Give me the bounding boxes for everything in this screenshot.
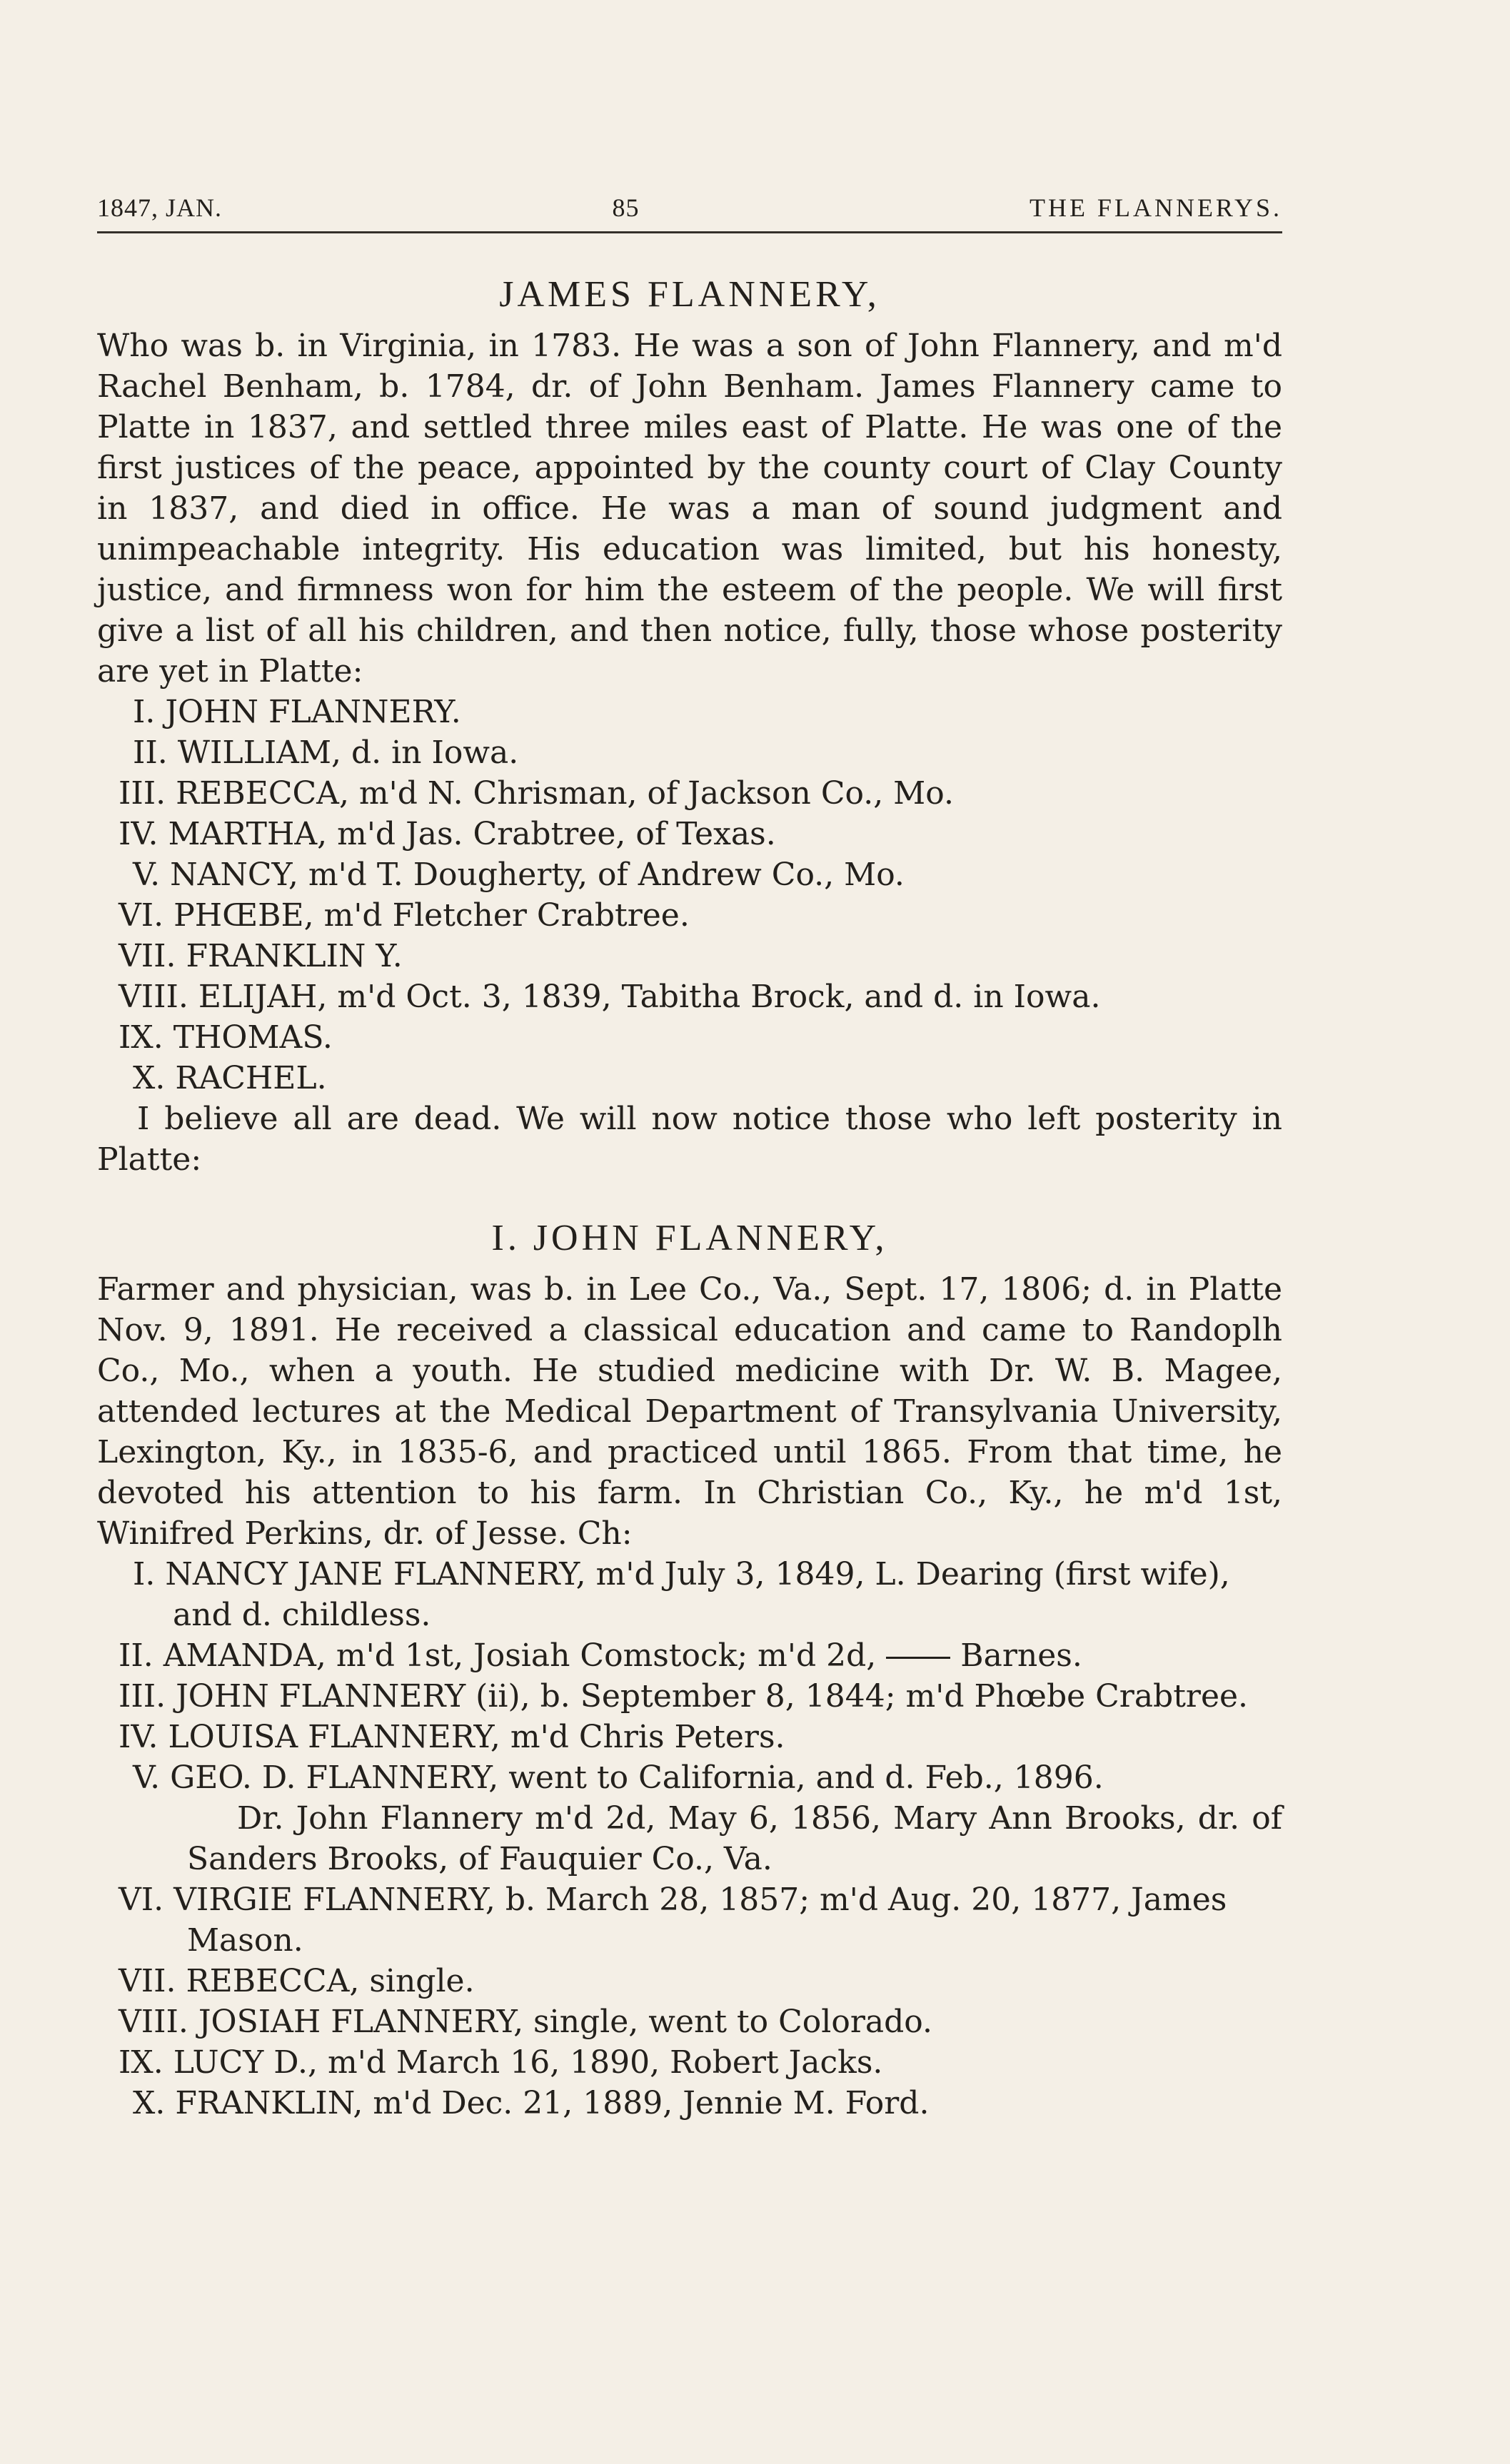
list-item: VII. REBECCA, single. [119,1963,475,1999]
list-item: III. JOHN FLANNERY (ii), b. September 8, 1844; m'd Phœbe Crabtree. [119,1678,1249,1715]
page-number: 85 [612,193,640,222]
list-item: II. AMANDA, m'd 1st, Josiah Comstock; m'd 2d, Barnes. [119,1637,1082,1674]
second-marriage-note: Dr. John Flannery m'd 2d, May 6, 1856, Mary Ann Brooks, dr. of Sanders Brooks, of Fauquier Co., Va. [187,1800,1282,1877]
section-title-john: I. JOHN FLANNERY, [491,1218,888,1258]
list-item: IX. THOMAS. [119,1019,333,1056]
john-children-list [97,1554,1282,2124]
james-intro-paragraph: Who was b. in Virginia, in 1783. He was a son of John Flannery, and m'd Rachel Benham, b. 1784, dr. of John Benham. James Flannery came to Platte in 1837, and settled three miles east of Platte. He was one of the first justices of the peace, appointed by the county court of Clay County in 1837, and died in office. He was a man of sound judgment and unimpeachable integrity. His education was limited, but his honesty, justice, and firmness won for him the esteem of the people. We will first give a list of all his children, and then notice, fully, those whose posterity are yet in Platte: [97,328,1282,690]
list-item: II. WILLIAM, d. in Iowa. [133,734,519,771]
list-item: X. FRANKLIN, m'd Dec. 21, 1889, Jennie M. Ford. [133,2085,930,2121]
list-item: VIII. JOSIAH FLANNERY, single, went to Colorado. [119,2004,932,2040]
section-title-james: JAMES FLANNERY, [499,274,880,315]
list-item: VI. PHŒBE, m'd Fletcher Crabtree. [119,897,690,934]
list-item: IX. LUCY D., m'd March 16, 1890, Robert Jacks. [119,2044,883,2081]
john-intro-paragraph: Farmer and physician, was b. in Lee Co., Va., Sept. 17, 1806; d. in Platte Nov. 9, 1891. He received a classical education and came to Randoplh Co., Mo., when a youth. He studied medicine with Dr. W. B. Magee, attended lectures at the Medical Department of Transylvania University, Lexington, Ky., in 1835-6, and practiced until 1865. From that time, he devoted his attention to his farm. In Christian Co., Ky., he m'd 1st, Winifred Perkins, dr. of Jesse. Ch: [97,1271,1282,1552]
list-item: X. RACHEL. [133,1060,327,1096]
running-head-title: THE FLANNERYS. [1029,193,1282,222]
book-page [97,193,1282,2124]
list-item: V. NANCY, m'd T. Dougherty, of Andrew Co., Mo. [133,857,905,893]
running-head [97,193,1282,233]
list-item: IV. LOUISA FLANNERY, m'd Chris Peters. [119,1719,785,1755]
list-item: I. JOHN FLANNERY. [133,694,461,730]
list-item: V. GEO. D. FLANNERY, went to California, and d. Feb., 1896. [133,1759,1104,1796]
list-item: III. REBECCA, m'd N. Chrisman, of Jackson Co., Mo. [119,775,954,812]
james-children-list [97,692,1282,1099]
name-omitted-rule [886,1657,950,1659]
running-head-date: 1847, JAN. [97,193,223,222]
list-item: VII. FRANKLIN Y. [119,938,403,974]
list-item: IV. MARTHA, m'd Jas. Crabtree, of Texas. [119,816,776,852]
james-closing-paragraph: I believe all are dead. We will now notice those who left posterity in Platte: [97,1101,1282,1178]
list-item: I. NANCY JANE FLANNERY, m'd July 3, 1849, L. Dearing (first wife), and d. childless. [133,1556,1230,1633]
list-item: VIII. ELIJAH, m'd Oct. 3, 1839, Tabitha Brock, and d. in Iowa. [119,979,1101,1015]
list-item: VI. VIRGIE FLANNERY, b. March 28, 1857; m'd Aug. 20, 1877, James Mason. [119,1882,1227,1959]
